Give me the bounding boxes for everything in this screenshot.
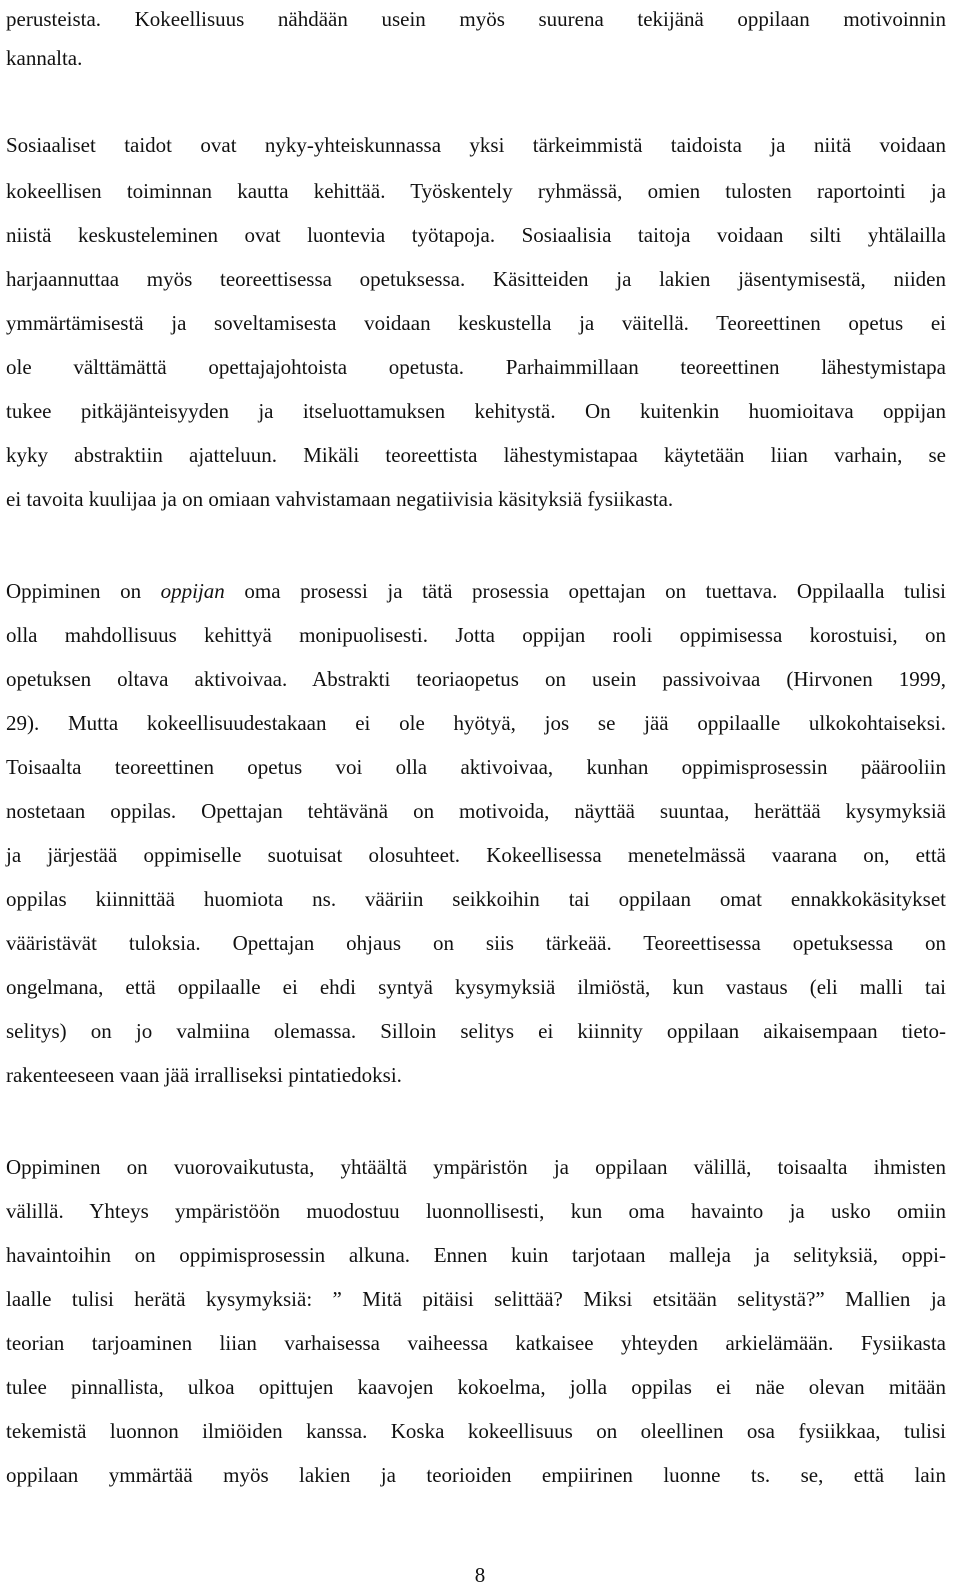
text-line: harjaannuttaa myös teoreettisessa opetuksessa. Käsitteiden ja lakien jäsentymisestä, niiden: [6, 267, 946, 291]
emphasis-text: oppijan: [160, 579, 225, 603]
text-run: oma prosessi ja tätä prosessia opettajan on tuettava. Oppilaalla tulisi: [224, 579, 946, 603]
text-line: Sosiaaliset taidot ovat nyky-yhteiskunnassa yksi tärkeimmistä taidoista ja niitä voidaan: [6, 133, 946, 157]
text-line: tekemistä luonnon ilmiöiden kanssa. Koska kokeellisuus on oleellinen osa fysiikkaa, tulisi: [6, 1419, 946, 1443]
text-line: ei tavoita kuulijaa ja on omiaan vahvistamaan negatiivisia käsityksiä fysiikasta.: [6, 487, 674, 511]
text-line: havaintoihin on oppimisprosessin alkuna. Ennen kuin tarjotaan malleja ja selityksiä, oppi-: [6, 1243, 946, 1267]
text-line: [6, 578, 946, 604]
text-line: laalle tulisi herätä kysymyksiä: ” Mitä pitäisi selittää? Miksi etsitään selitystä?” Mallien ja: [6, 1287, 946, 1311]
text-line: niistä keskusteleminen ovat luontevia työtapoja. Sosiaalisia taitoja voidaan silti yhtälailla: [6, 223, 946, 247]
text-line: Toisaalta teoreettinen opetus voi olla aktivoivaa, kunhan oppimisprosessin päärooliin: [6, 755, 946, 779]
text-line: ole välttämättä opettajajohtoista opetusta. Parhaimmillaan teoreettinen lähestymistapa: [6, 355, 946, 379]
text-line: vääristävät tuloksia. Opettajan ohjaus on siis tärkeää. Teoreettisessa opetuksessa on: [6, 931, 946, 955]
text-line: teorian tarjoaminen liian varhaisessa vaiheessa katkaisee yhteyden arkielämään. Fysiikasta: [6, 1331, 946, 1355]
text-line: olla mahdollisuus kehittyä monipuolisesti. Jotta oppijan rooli oppimisessa korostuisi, on: [6, 623, 946, 647]
text-line: 29). Mutta kokeellisuudestakaan ei ole hyötyä, jos se jää oppilaalle ulkokohtaiseksi.: [6, 711, 946, 735]
text-line: kyky abstraktiin ajatteluun. Mikäli teoreettista lähestymistapaa käytetään liian varhain, se: [6, 443, 946, 467]
text-line: ymmärtämisestä ja soveltamisesta voidaan keskustella ja väitellä. Teoreettinen opetus ei: [6, 311, 946, 335]
text-line: ja järjestää oppimiselle suotuisat olosuhteet. Kokeellisessa menetelmässä vaarana on, että: [6, 843, 946, 867]
text-line: perusteista. Kokeellisuus nähdään usein myös suurena tekijänä oppilaan motivoinnin: [6, 7, 946, 31]
page-number: 8: [474, 1563, 486, 1587]
text-line: selitys) on jo valmiina olemassa. Silloin selitys ei kiinnity oppilaan aikaisempaan tieto-: [6, 1019, 946, 1043]
text-line: tulee pinnallista, ulkoa opittujen kaavojen kokoelma, jolla oppilas ei näe olevan mitään: [6, 1375, 946, 1399]
text-line: kokeellisen toiminnan kautta kehittää. Työskentely ryhmässä, omien tulosten raportointi ja: [6, 179, 946, 203]
text-line: Oppiminen on vuorovaikutusta, yhtäältä ympäristön ja oppilaan välillä, toisaalta ihmisten: [6, 1155, 946, 1179]
text-line: nostetaan oppilas. Opettajan tehtävänä on motivoida, näyttää suuntaa, herättää kysymyksiä: [6, 799, 946, 823]
text-run: Oppiminen on: [6, 579, 161, 603]
text-line: rakenteeseen vaan jää irralliseksi pintatiedoksi.: [6, 1063, 402, 1087]
text-line: oppilas kiinnittää huomiota ns. vääriin seikkoihin tai oppilaan omat ennakkokäsitykset: [6, 887, 946, 911]
text-line: kannalta.: [6, 46, 83, 70]
text-line: tukee pitkäjänteisyyden ja itseluottamuksen kehitystä. On kuitenkin huomioitava oppijan: [6, 399, 946, 423]
text-line: välillä. Yhteys ympäristöön muodostuu luonnollisesti, kun oma havainto ja usko omiin: [6, 1199, 946, 1223]
text-line: oppilaan ymmärtää myös lakien ja teorioiden empiirinen luonne ts. se, että lain: [6, 1463, 946, 1487]
text-line: opetuksen oltava aktivoivaa. Abstrakti teoriaopetus on usein passivoivaa (Hirvonen 1999,: [6, 667, 946, 691]
text-line: ongelmana, että oppilaalle ei ehdi syntyä kysymyksiä ilmiöstä, kun vastaus (eli malli tai: [6, 975, 946, 999]
